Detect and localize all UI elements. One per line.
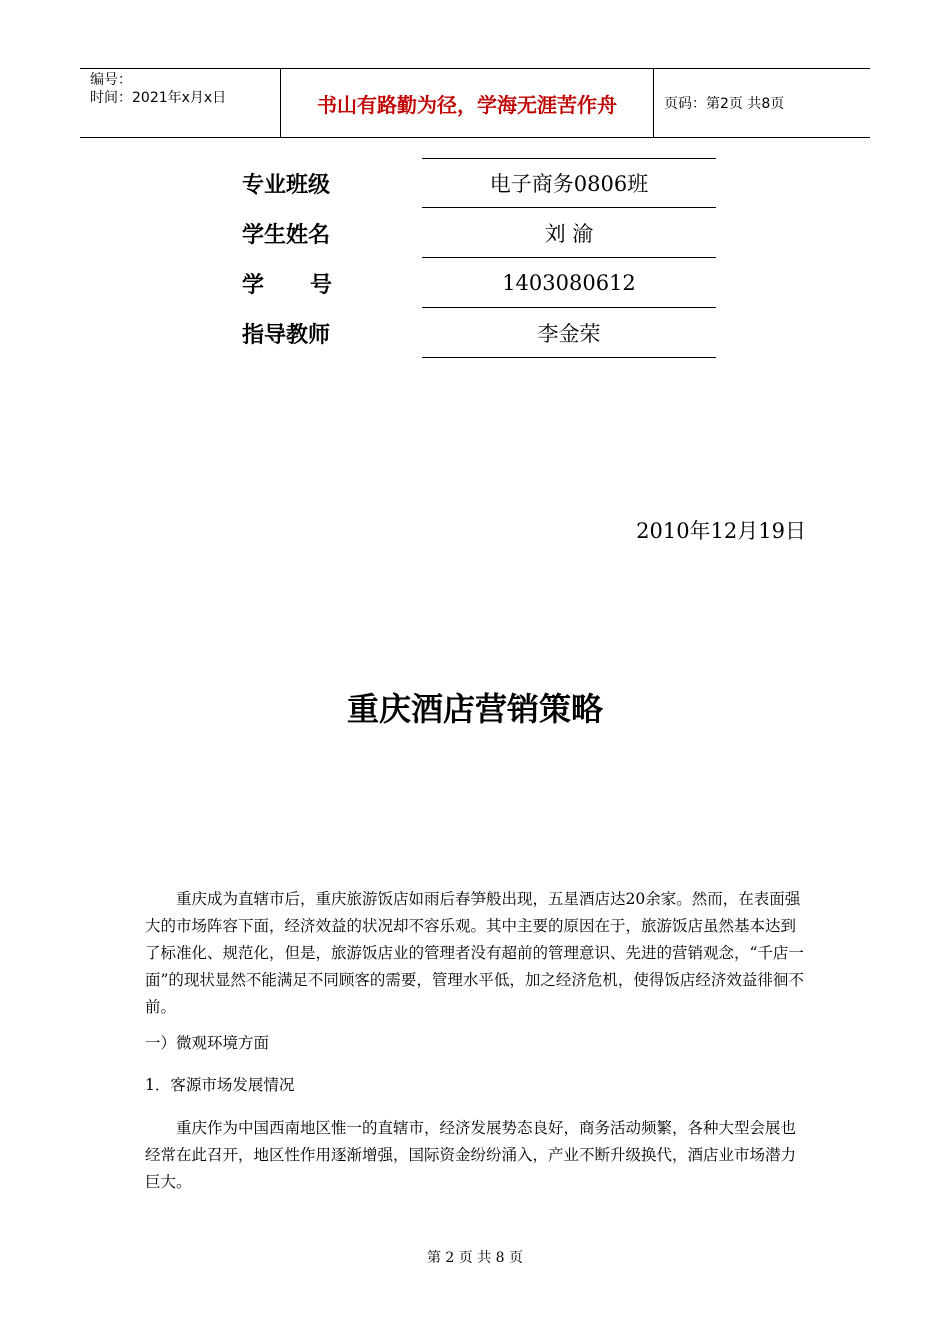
- section-heading: 一）微观环境方面: [145, 1034, 270, 1052]
- info-row-name: [242, 208, 716, 258]
- number-label: 编号：: [90, 72, 132, 88]
- time-label: 时间：2021年x月x日: [90, 90, 227, 106]
- page-header: [80, 68, 870, 138]
- info-value: 电子商务0806班: [422, 158, 716, 208]
- header-meta: [80, 69, 280, 137]
- student-info-table: [242, 158, 716, 358]
- body-paragraph: 重庆作为中国西南地区惟一的直辖市，经济发展势态良好，商务活动频繁，各种大型会展也经常在此召开，地区性作用逐渐增强，国际资金纷纷涌入，产业不断升级换代，酒店业市场潜力巨大。: [145, 1119, 797, 1191]
- info-label: 专业班级: [242, 172, 331, 198]
- info-label: 学生姓名: [242, 222, 331, 248]
- body-paragraph: 重庆成为直辖市后，重庆旅游饭店如雨后春笋般出现，五星酒店达20余家。然而，在表面强大的市场阵容下面，经济效益的状况却不容乐观。其中主要的原因在于，旅游饭店虽然基本达到了标准化、规范化，但是，旅游饭店业的管理者没有超前的管理意识、先进的营销观念，“千店一面”的现状显然不能满足不同顾客的需要，管理水平低，加之经济危机，使得饭店经济效益徘徊不前。: [145, 890, 804, 1016]
- page-footer: 第 2 页 共 8 页: [426, 1250, 524, 1266]
- info-row-major: [242, 158, 716, 208]
- subsection-heading: 1．客源市场发展情况: [145, 1076, 295, 1094]
- info-value: 刘 渝: [422, 208, 716, 258]
- header-page-info: 页码：第2页 共8页: [664, 96, 785, 112]
- info-value: 李金荣: [422, 308, 716, 358]
- header-motto: 书山有路勤为径，学海无涯苦作舟: [280, 69, 654, 137]
- info-label: 指导教师: [242, 322, 331, 348]
- info-label: 学 号: [242, 272, 332, 298]
- info-row-advisor: [242, 308, 716, 358]
- info-value: 1403080612: [422, 258, 716, 308]
- document-date: 2010年12月19日: [636, 519, 806, 543]
- info-row-id: [242, 258, 716, 308]
- document-title: 重庆酒店营销策略: [346, 690, 603, 728]
